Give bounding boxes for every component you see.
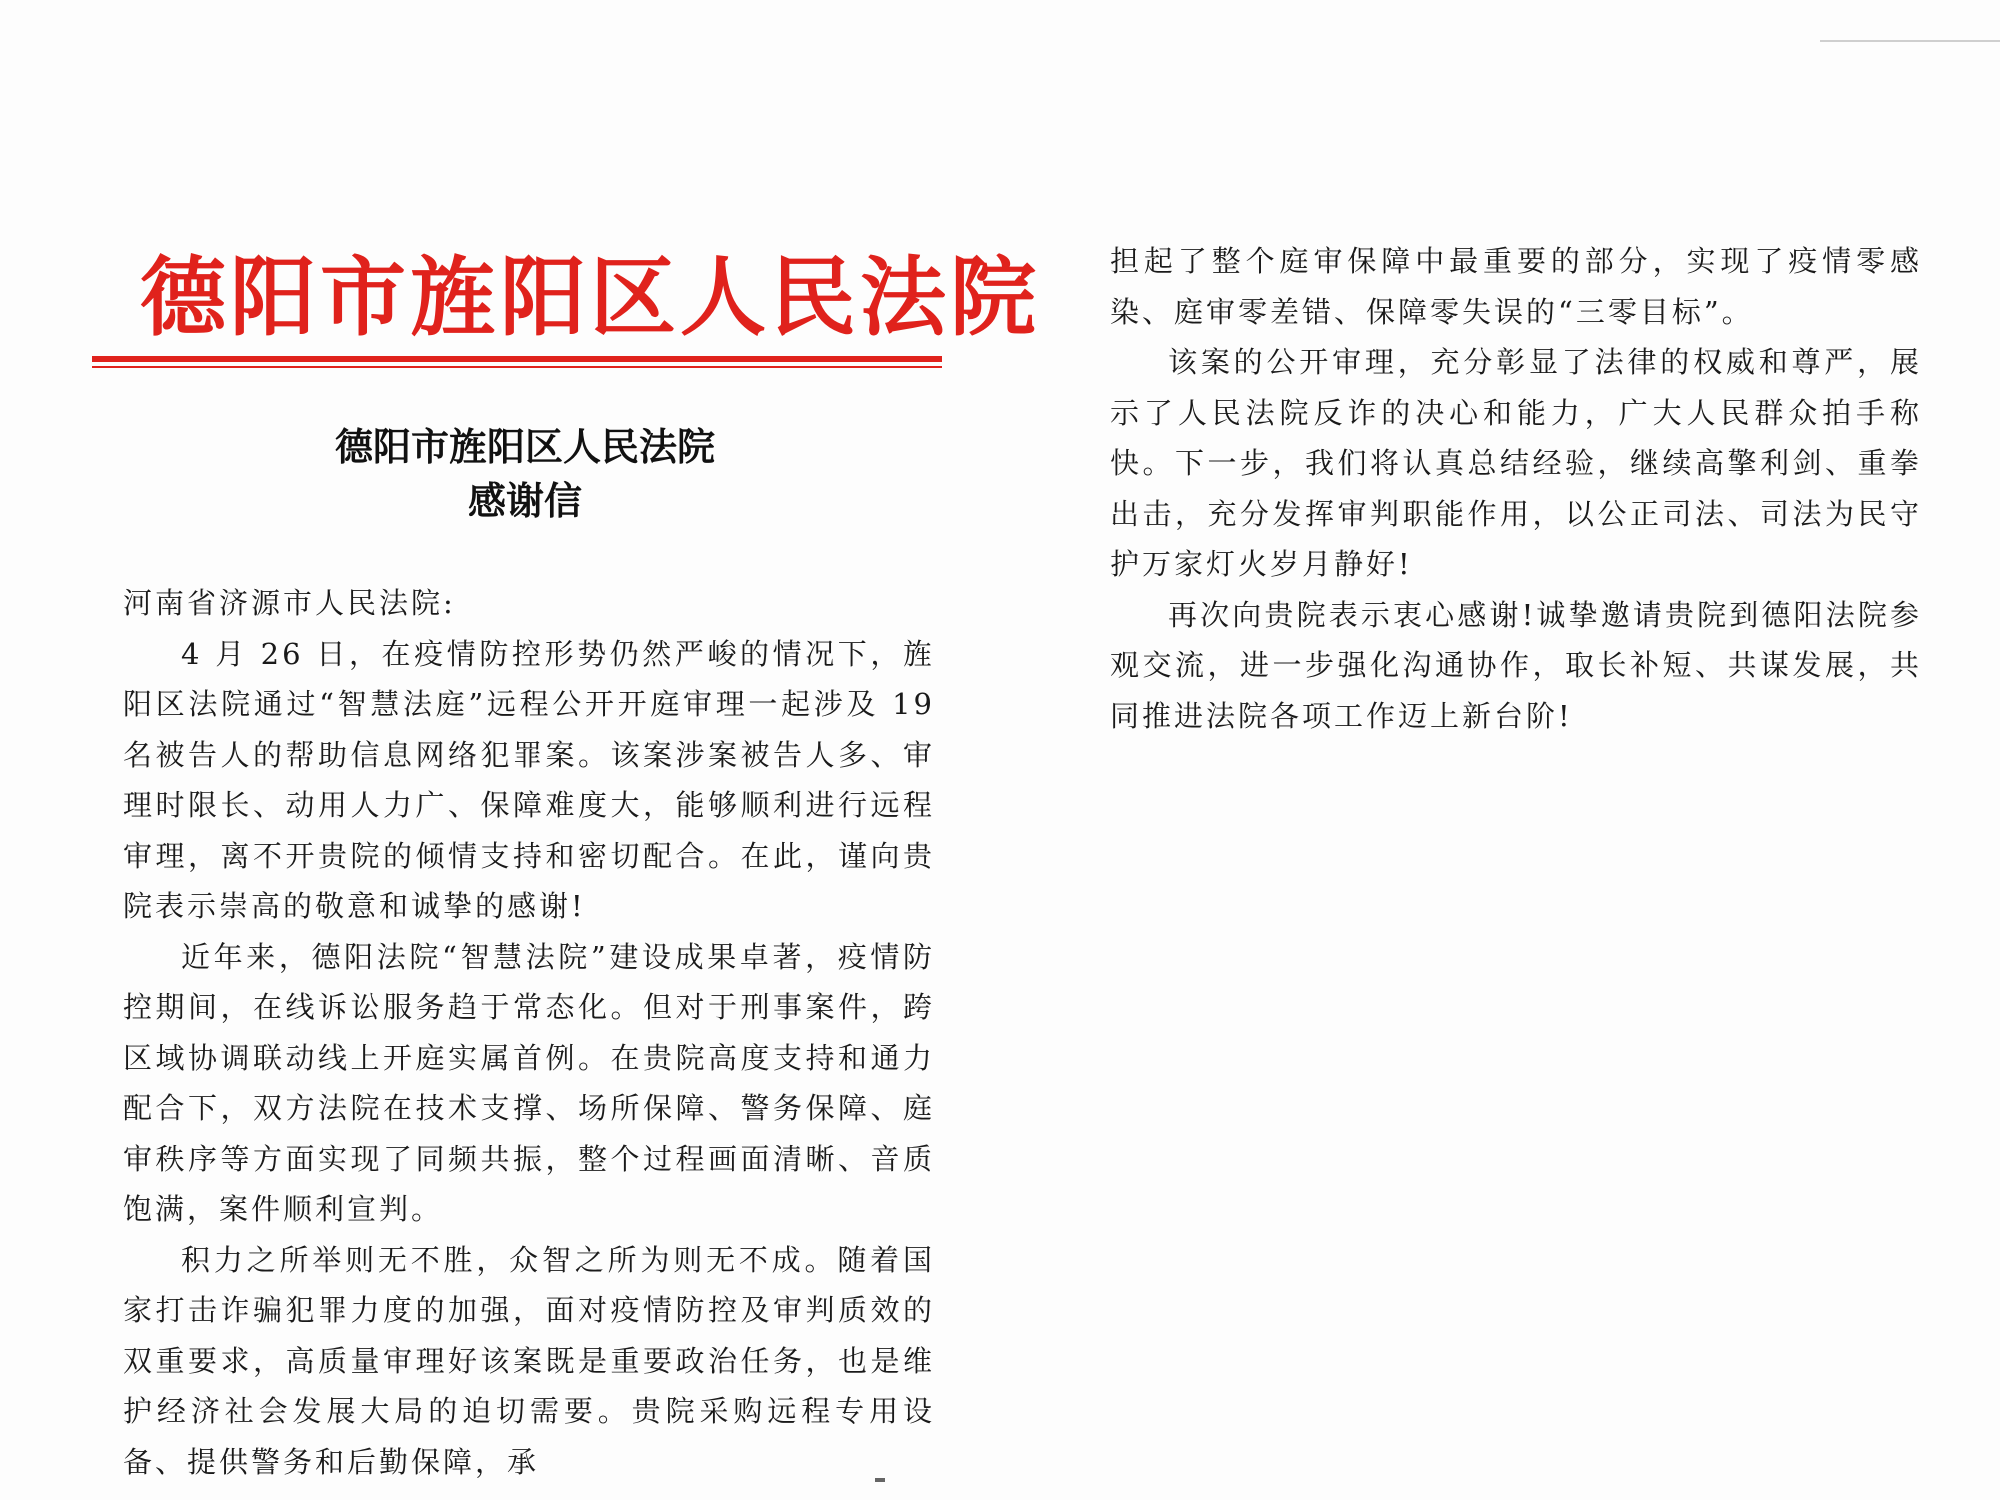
letterhead-red-rule-thin (92, 366, 942, 368)
document-title-line2: 感谢信 (467, 478, 582, 523)
letter-paragraph: 再次向贵院表示衷心感谢!诚挚邀请贵院到德阳法院参观交流，进一步强化沟通协作，取长补短、共谋发展，共同推进法院各项工作迈上新台阶! (1110, 597, 1922, 733)
letterhead-org-name: 德阳市旌阳区人民法院 (140, 247, 1040, 348)
letter-body-right (1110, 236, 1922, 741)
document-title-line1: 德阳市旌阳区人民法院 (334, 424, 715, 469)
letter-paragraph: 近年来，德阳法院“智慧法院”建设成果卓著，疫情防控期间，在线诉讼服务趋于常态化。但对于刑事案件，跨区域协调联动线上开庭实属首例。在贵院高度支持和通力配合下，双方法院在技术支撑、场所保障、警务保障、庭审秩序等方面实现了同频共振，整个过程画面清晰、音质饱满，案件顺利宣判。 (123, 939, 935, 1226)
letterhead-red-rule (92, 356, 942, 362)
letter-salutation: 河南省济源市人民法院: (123, 586, 456, 620)
right-page (1000, 0, 2000, 1500)
page-footer-mark (875, 1478, 885, 1482)
letter-paragraph: 积力之所举则无不胜，众智之所为则无不成。随着国家打击诈骗犯罪力度的加强，面对疫情防控及审判质效的双重要求，高质量审理好该案既是重要政治任务，也是维护经济社会发展大局的迫切需要。贵院采购远程专用设备、提供警务和后勤保障，承 (123, 1242, 935, 1479)
letter-body-left (123, 578, 935, 1487)
letter-paragraph: 该案的公开审理，充分彰显了法律的权威和尊严，展示了人民法院反诈的决心和能力，广大人民群众拍手称快。下一步，我们将认真总结经验，继续高擎利剑、重拳出击，充分发挥审判职能作用，以公正司法、司法为民守护万家灯火岁月静好! (1110, 345, 1922, 581)
letter-paragraph-continuation: 担起了整个庭审保障中最重要的部分，实现了疫情零感染、庭审零差错、保障零失误的“三零目标”。 (1110, 244, 1922, 329)
letter-paragraph: 4 月 26 日，在疫情防控形势仍然严峻的情况下，旌阳区法院通过“智慧法庭”远程公开开庭审理一起涉及 19 名被告人的帮助信息网络犯罪案。该案涉案被告人多、审理时限长、动用人力广、保障难度大，能够顺利进行远程审理，离不开贵院的倾情支持和密切配合。在此，谨向贵院表示崇高的敬意和诚挚的感谢! (123, 636, 935, 923)
document-title (200, 420, 850, 528)
